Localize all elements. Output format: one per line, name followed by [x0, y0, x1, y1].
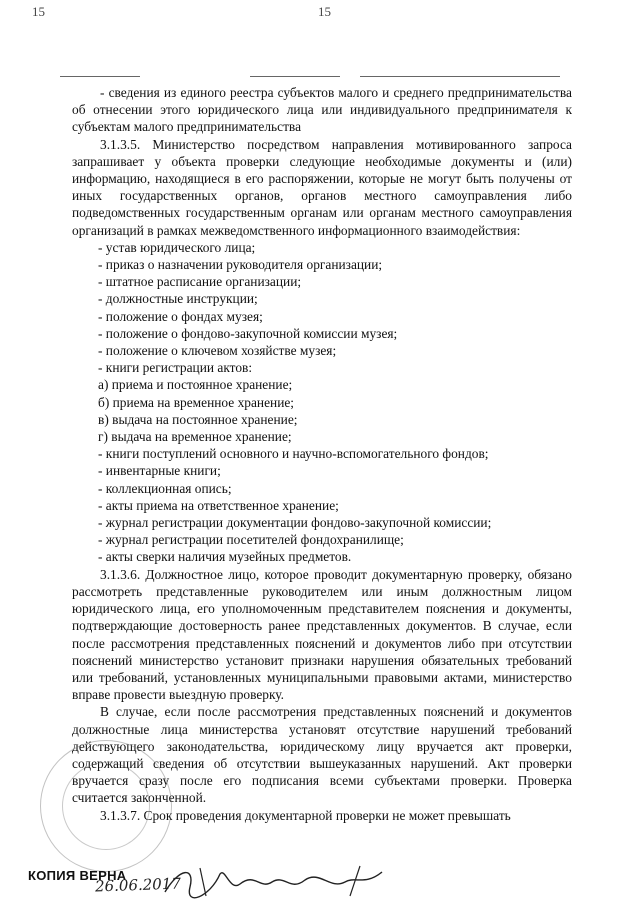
header-rule [250, 76, 340, 77]
page-number-left: 15 [32, 4, 45, 19]
list-item: - акты приема на ответственное хранение; [98, 497, 339, 513]
list-item: г) выдача на временное хранение; [98, 429, 292, 445]
page-number-center: 15 [318, 4, 331, 19]
list-item: - приказ о назначении руководителя организации; [98, 257, 383, 273]
paragraph-no-violations: В случае, если после рассмотрения представленных пояснений и документов должностные лица министерства установят отсутствие нарушений требований действующего законодательства, юридическому лицу вручается акт проверки, содержащий сведения об отсутствии вышеуказанных нарушений. Акт проверки вручается сразу после его подписания всеми субъектами проверки. Проверка считается законченной. [72, 704, 572, 806]
list-item: - положение о фондах музея; [98, 308, 263, 324]
list-item: - инвентарные книги; [98, 463, 221, 479]
handwritten-date: 26.06.2017 [94, 874, 182, 896]
paragraph-3-1-3-5: 3.1.3.5. Министерство посредством направления мотивированного запроса запрашивает у объекта проверки следующие необходимые документы и (или) информацию, находящиеся в его распоряжении, которые не могут быть получены от иных государственных органов, органов местного самоуправления либо подведомственных государственным органам или органам местного самоуправления организаций в рамках межведомственного информационного взаимодействия: [72, 136, 572, 238]
paragraph-3-1-3-7: 3.1.3.7. Срок проведения документарной проверки не может превышать [100, 807, 511, 823]
list-item: - журнал регистрации посетителей фондохранилище; [98, 532, 404, 548]
list-item: - коллекционная опись; [98, 480, 232, 496]
list-item: в) выдача на постоянное хранение; [98, 411, 298, 427]
list-item: а) приема и постоянное хранение; [98, 377, 293, 393]
list-item: - акты сверки наличия музейных предметов. [98, 549, 352, 565]
list-item: - книги поступлений основного и научно-вспомогательного фондов; [98, 446, 489, 462]
list-item: - положение о фондово-закупочной комиссии музея; [98, 325, 398, 341]
header-rule [360, 76, 560, 77]
list-item: - журнал регистрации документации фондово-закупочной комиссии; [98, 515, 492, 531]
list-item: - книги регистрации актов: [98, 360, 253, 376]
list-item: - штатное расписание организации; [98, 274, 302, 290]
list-item: б) приема на временное хранение; [98, 394, 295, 410]
list-item: - должностные инструкции; [98, 291, 258, 307]
header-rule [60, 76, 140, 77]
handwritten-signature [160, 862, 390, 900]
list-item: - положение о ключевом хозяйстве музея; [98, 343, 337, 359]
list-item: - устав юридического лица; [98, 239, 256, 255]
document-body [72, 84, 572, 824]
paragraph-3-1-3-6: 3.1.3.6. Должностное лицо, которое проводит документарную проверку, обязано рассмотреть представленные руководителем или иным должностным лицом юридического лица, его уполномоченным представителем пояснения и документы, подтверждающие достоверность ранее представленных документов. В случае, если после рассмотрения представленных пояснений и документов либо при отсутствии пояснений министерство установит признаки нарушения обязательных требований или требований, установленных муниципальными правовыми актами, министерство вправе провести выездную проверку. [72, 566, 572, 703]
round-seal-inner-ring [62, 762, 150, 850]
paragraph-intro: - сведения из единого реестра субъектов малого и среднего предпринимательства об отнесении этого юридического лица или индивидуального предпринимателя к субъектам малого предпринимательства [72, 85, 572, 135]
document-list [72, 239, 572, 566]
copy-certified-stamp: КОПИЯ ВЕРНА [28, 868, 127, 883]
